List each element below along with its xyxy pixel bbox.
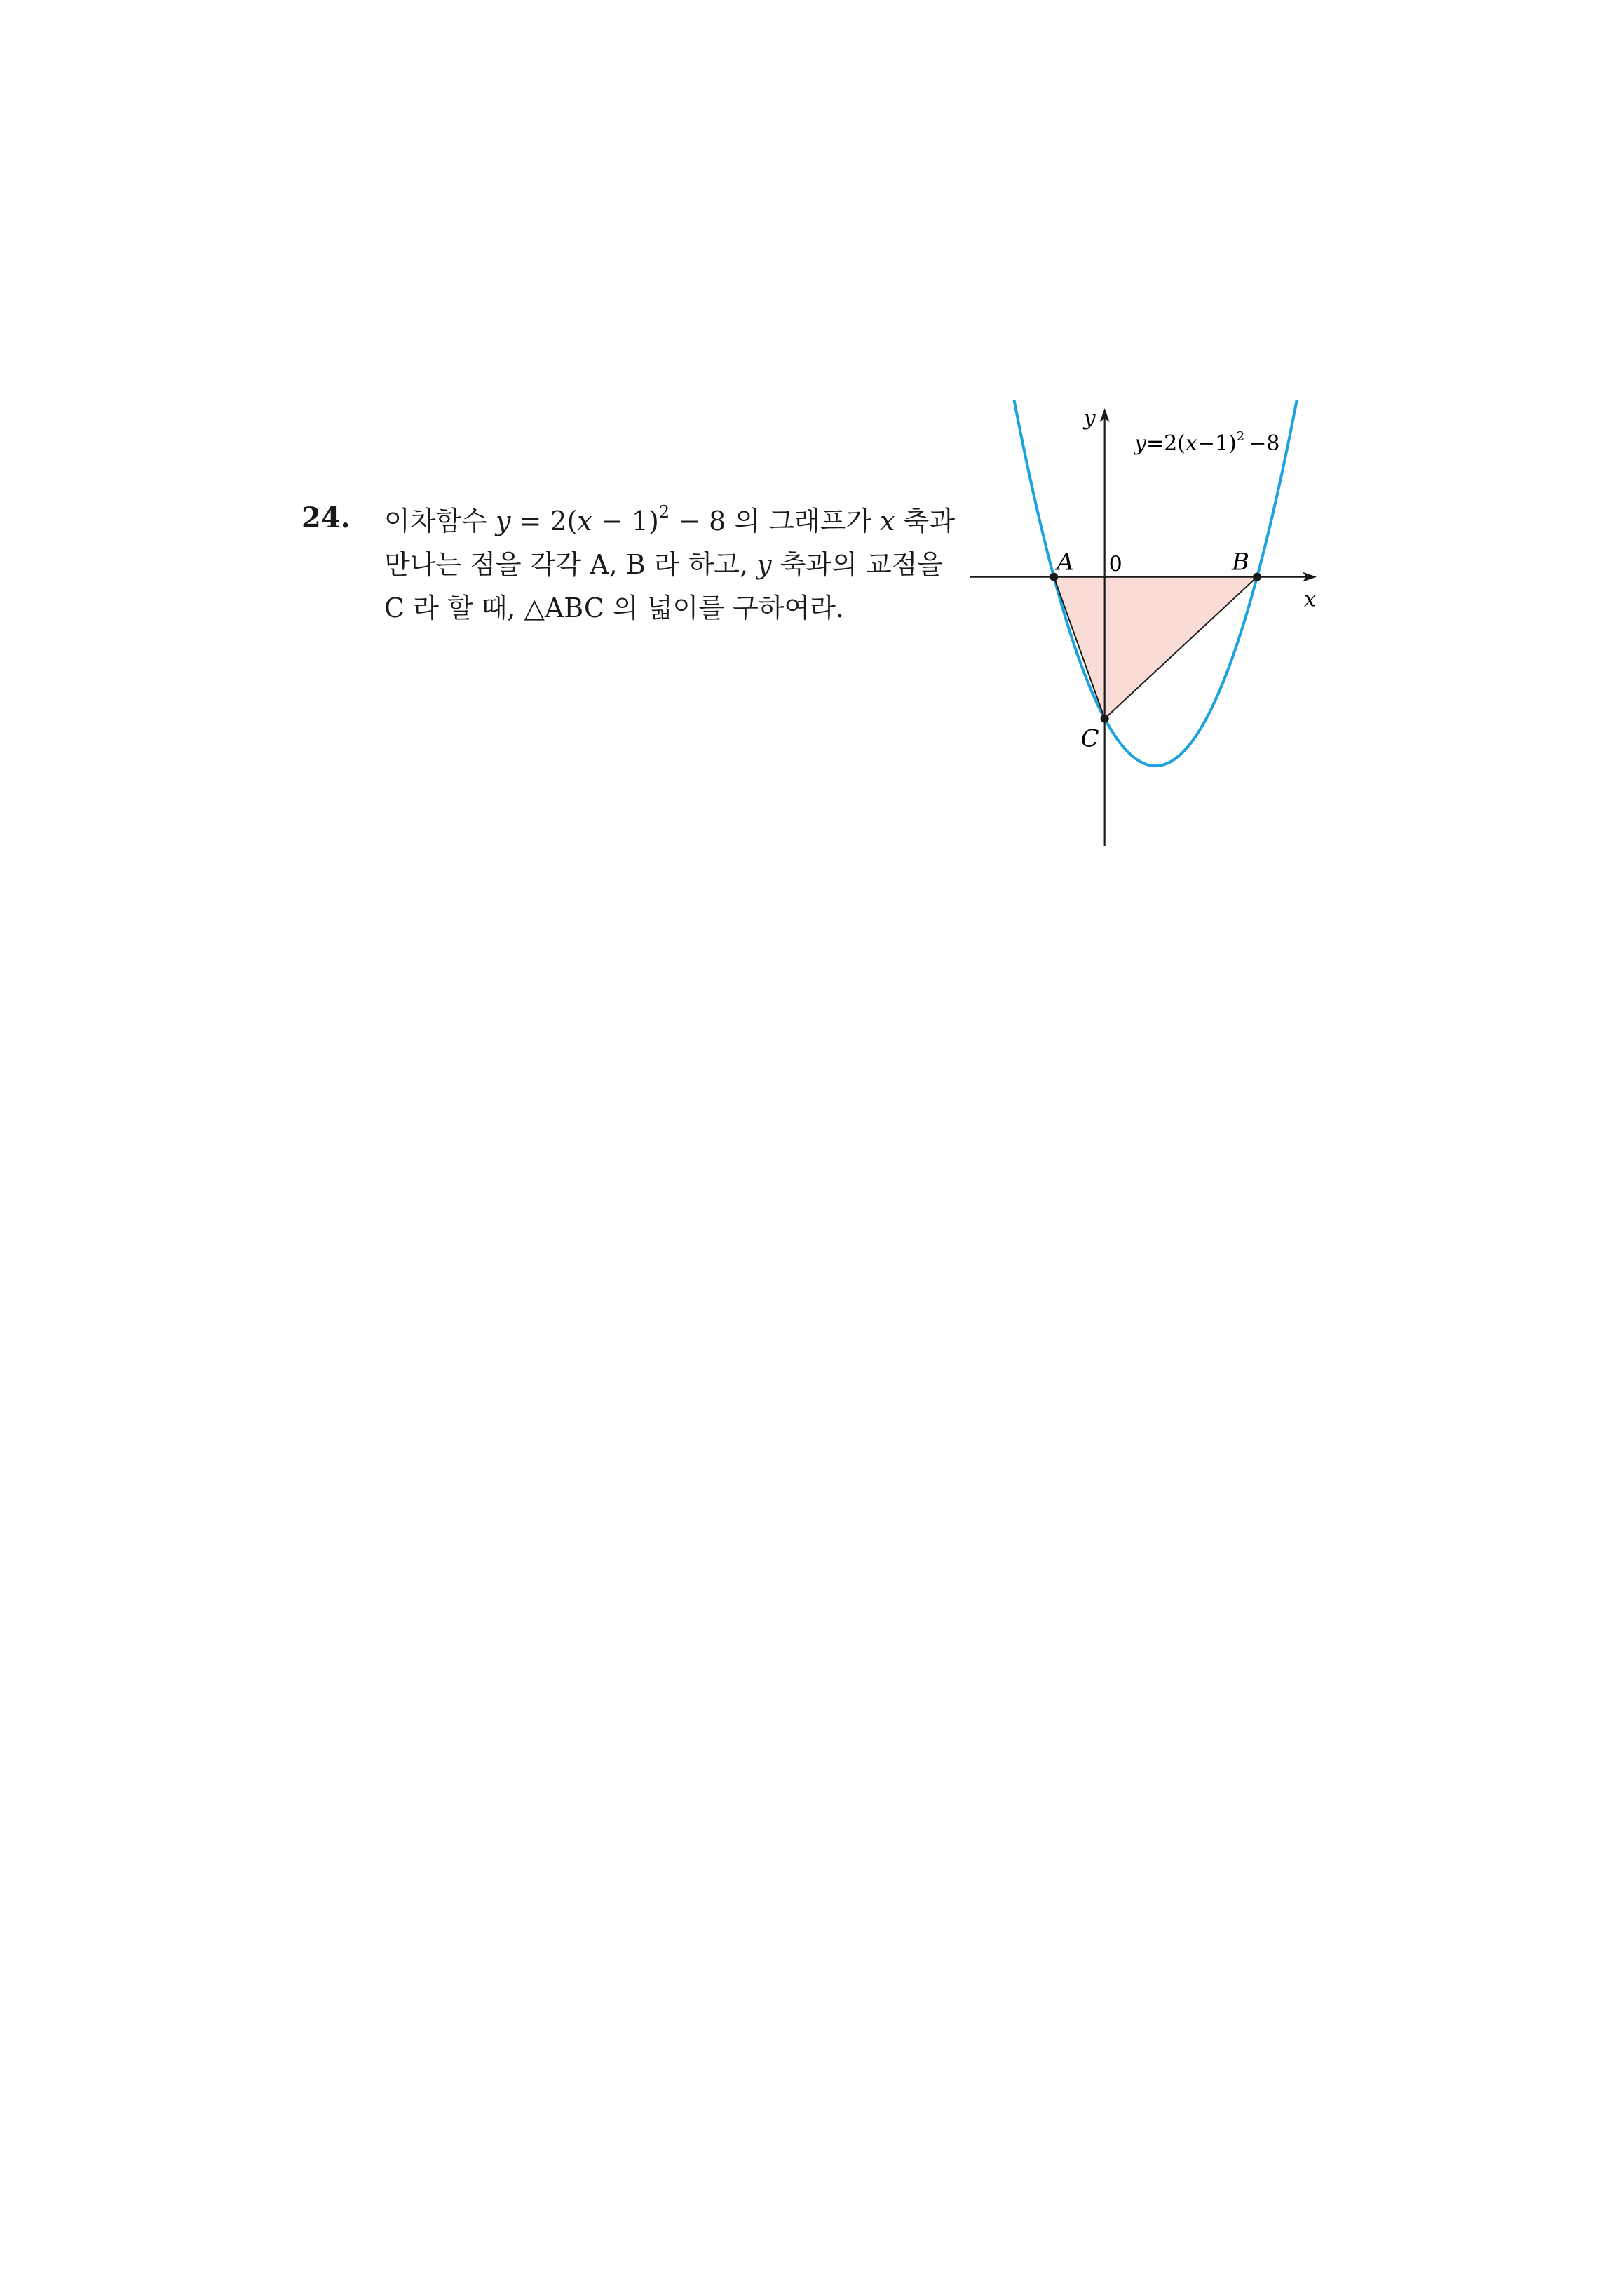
problem-number: 24. [301,501,351,534]
graph-eq-open: =2( [1146,431,1186,456]
text-var-x: x [880,506,895,536]
triangle-abc-fill [1054,577,1257,719]
problem-statement [384,499,959,630]
origin-label: 0 [1108,552,1122,577]
problem-line-1 [384,499,959,543]
graph-eq-exponent: 2 [1236,429,1245,444]
point-a-label: A [1057,548,1074,576]
equation-inline [495,502,726,536]
graph-eq-tail: −8 [1249,431,1280,456]
problem-line-2 [384,543,959,586]
point-b-label: B [1232,548,1250,576]
text-graph: 의 그래프가 [734,506,872,536]
graph-eq-y: y [1134,431,1146,456]
parabola-figure [967,400,1318,849]
graph-equation-label [1133,429,1279,456]
point-b-marker [1253,573,1261,581]
point-c-marker [1101,715,1109,723]
eq-var-x: x [577,506,592,536]
x-axis-label: x [1304,587,1316,612]
eq-equals: = 2( [519,506,578,536]
text-quadratic-function: 이차함수 [384,506,487,536]
eq-exponent: 2 [658,502,670,522]
figure-svg [967,400,1318,849]
y-axis-label: y [1083,406,1096,431]
eq-var-y: y [495,506,511,536]
text-meet-points: 만나는 점을 각각 A, B 라 하고, [384,549,749,580]
eq-minus-one: − 1) [592,506,659,536]
eq-tail: − 8 [670,506,726,536]
text-intersection: 축과의 교점을 [780,549,944,580]
graph-eq-mid: −1) [1197,431,1237,456]
text-axis: 축과 [903,506,956,536]
point-c-label: C [1080,724,1099,753]
problem-line-3: C 라 할 때, △ABC 의 넓이를 구하여라. [384,593,844,623]
graph-eq-x: x [1185,431,1197,456]
text-var-y: y [756,549,772,580]
